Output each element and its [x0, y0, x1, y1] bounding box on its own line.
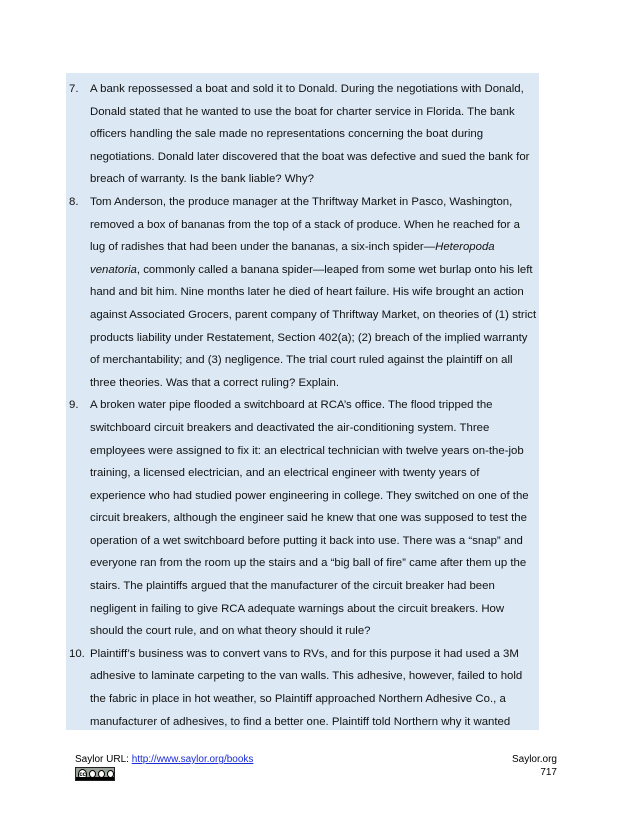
creative-commons-badge[interactable] — [75, 767, 115, 781]
exercise-text: A bank repossessed a boat and sold it to Donald. During the negotiations with Donald, Donald stated that he wanted to use the boat for charter service in Florida. The bank officers handling the sale made no representations concerning the boat during negotiations. Donald later discovered that the boat was defective and sued the bank for breach of warranty. Is the bank liable? Why? — [90, 83, 530, 186]
exercise-text: A broken water pipe flooded a switchboard at RCA’s office. The flood tripped the switchboard circuit breakers and deactivated the air-conditioning system. Three employees were assigned to fix it: an electrical technician with twelve years on-the-job training, a licensed electrician, and an electrical engineer with twenty years of experience who had studied power engineering in college. They switched on one of the circuit breakers, although the engineer said he knew that one was supposed to test the operation of a wet switchboard before putting it back into use. There was a “snap” and everyone ran from the room up the stairs and a “big ball of fire” came after them up the stairs. The plaintiffs argued that the manufacturer of the circuit breaker had been negligent in failing to give RCA adequate warnings about the circuit breakers. How should the court rule, and on what theory should it rule? — [90, 399, 529, 638]
license-strip — [76, 777, 114, 780]
exercise-text-part: , commonly called a banana spider—leaped from some wet burlap onto his left hand and bit him. Nine months later he died of heart failure. His wife brought an action against Associated Grocers, parent company of Thriftway Market, on theories of (1) strict products liability under Restatement, Section 402(a); (2) breach of the implied warranty of merchantability; and (3) negligence. The trial court ruled against the plaintiff on all three theories. Was that a correct ruling? Explain. — [90, 263, 537, 389]
exercise-number: 9. — [69, 399, 79, 412]
exercise-list — [69, 78, 537, 733]
page-number: 717 — [540, 767, 557, 778]
footer-page-info — [512, 753, 557, 779]
exercise-item-10 — [69, 643, 537, 733]
footer-source — [75, 753, 253, 766]
exercise-text — [90, 196, 536, 389]
footer-site-name: Saylor.org — [511, 754, 557, 765]
exercise-item-9 — [69, 394, 537, 643]
exercise-text: Plaintiff’s business was to convert vans to RVs, and for this purpose it had used a 3M adhesive to laminate carpeting to the van walls. This adhesive, however, failed to hold the fabric in place in hot weather, so Plaintiff approached Northern Adhesive Co., a manufacturer of adhesives, to find a better one. Plaintiff told Northern why it wanted — [90, 647, 523, 728]
cc-logo-icon: cc — [78, 769, 87, 780]
exercise-text-part: Tom Anderson, the produce manager at the Thriftway Market in Pasco, Washington, removed a box of bananas from the top of a stack of produce. When he reached for a lug of radishes that had been under the bananas, a six-inch spider— — [90, 195, 520, 254]
species-name: Heteropoda venatoria — [90, 241, 495, 276]
exercise-number: 8. — [69, 195, 79, 208]
footer-url-label: Saylor URL: — [75, 754, 132, 765]
exercise-item-8 — [69, 191, 537, 394]
exercise-number: 7. — [69, 83, 79, 95]
exercise-item-7 — [69, 78, 537, 191]
saylor-books-link[interactable]: http://www.saylor.org/books — [131, 754, 254, 765]
exercise-number: 10. — [69, 647, 85, 660]
